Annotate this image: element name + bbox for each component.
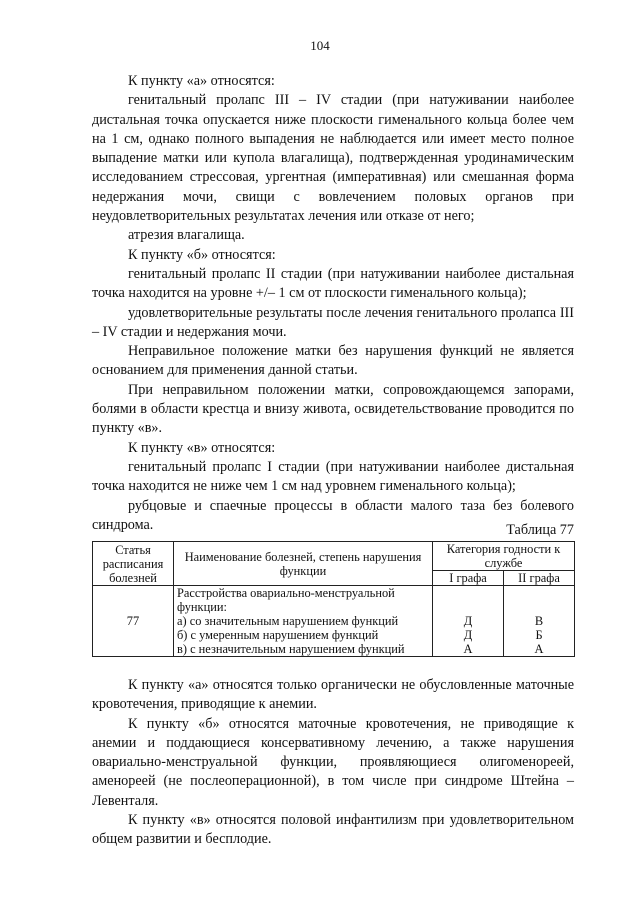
row-graph-2: [504, 586, 575, 657]
table-caption: Таблица 77: [506, 522, 574, 538]
header-article: Статья расписания болезней: [93, 542, 174, 586]
paragraph: удовлетворительные результаты после лечения генитального пролапса III – IV стадии и недержания мочи.: [92, 304, 574, 340]
paragraph: К пункту «а» относятся только органически не обусловленные маточные кровотечения, приводящие к анемии.: [92, 677, 574, 713]
row-name: [174, 586, 433, 657]
name-line: в) с незначительным нарушением функций: [177, 642, 405, 656]
page-number: 104: [310, 38, 330, 53]
header-graph-2: II графа: [504, 571, 575, 586]
name-line: б) с умеренным нарушением функций: [177, 628, 379, 642]
paragraph: генитальный пролапс II стадии (при натуживании наиболее дистальная точка находится на уровне +/– 1 см от плоскости гименального кольца);: [92, 265, 574, 302]
body-text-after-table: [92, 676, 574, 850]
paragraph: К пункту «в» относятся половой инфантилизм при удовлетворительном общем развитии и бесплодие.: [92, 812, 574, 848]
row-graph-1: [433, 586, 504, 657]
graph2-value: Б: [535, 628, 543, 642]
paragraph: К пункту «в» относятся:: [128, 439, 276, 456]
disease-table: [92, 541, 575, 657]
body-text: [92, 72, 574, 535]
header-graph-1: I графа: [433, 571, 504, 586]
paragraph: атрезия влагалища.: [128, 227, 245, 244]
header-category: Категория годности к службе: [433, 542, 575, 571]
name-line: а) со значительным нарушением функций: [177, 614, 399, 628]
paragraph: генитальный пролапс I стадии (при натуживании наиболее дистальная точка находится не ниже чем 1 см над уровнем гименального кольца);: [92, 458, 574, 495]
paragraph: рубцовые и спаечные процессы в области малого таза без болевого синдрома.: [92, 497, 574, 533]
paragraph: генитальный пролапс III – IV стадии (при натуживании наиболее дистальная точка опускается ниже плоскости гименального кольца более чем на 1 см, однако полного выпадения не наблюдается или имеет место полное выпадение матки или купола влагалища), подтвержденная уродинамическим исследованием стрессовая, ургентная (императивная) или смешанная форма недержания мочи, свищи с вовлечением половых органов при неудовлетворительных результатах лечения или отказе от него;: [92, 92, 574, 225]
table-row: [93, 586, 575, 657]
header-name: Наименование болезней, степень нарушения функции: [174, 542, 433, 586]
graph1-value: Д: [463, 614, 473, 628]
graph2-value: А: [534, 642, 544, 656]
graph1-value: Д: [463, 628, 473, 642]
paragraph: К пункту «а» относятся:: [128, 73, 275, 89]
graph1-value: А: [463, 642, 473, 656]
paragraph: К пункту «б» относятся:: [128, 246, 276, 263]
paragraph: Неправильное положение матки без нарушения функций не является основанием для применения данной статьи.: [92, 343, 574, 379]
paragraph: К пункту «б» относятся маточные кровотечения, не приводящие к анемии и поддающиеся консервативному лечению, а также нарушения овариально-менструальной функции, проявляющиеся олигоменореей, аменореей (не послеоперационной), в том числе при синдроме Штейна – Левенталя.: [92, 715, 574, 809]
name-line: Расстройства овариально-менструальной: [177, 586, 395, 600]
name-line: функции:: [177, 600, 227, 614]
paragraph: При неправильном положении матки, сопровождающемся запорами, болями в области крестца и внизу живота, освидетельствование проводится по пункту «в».: [92, 381, 574, 437]
row-article: 77: [93, 586, 174, 657]
graph2-value: В: [534, 614, 544, 628]
